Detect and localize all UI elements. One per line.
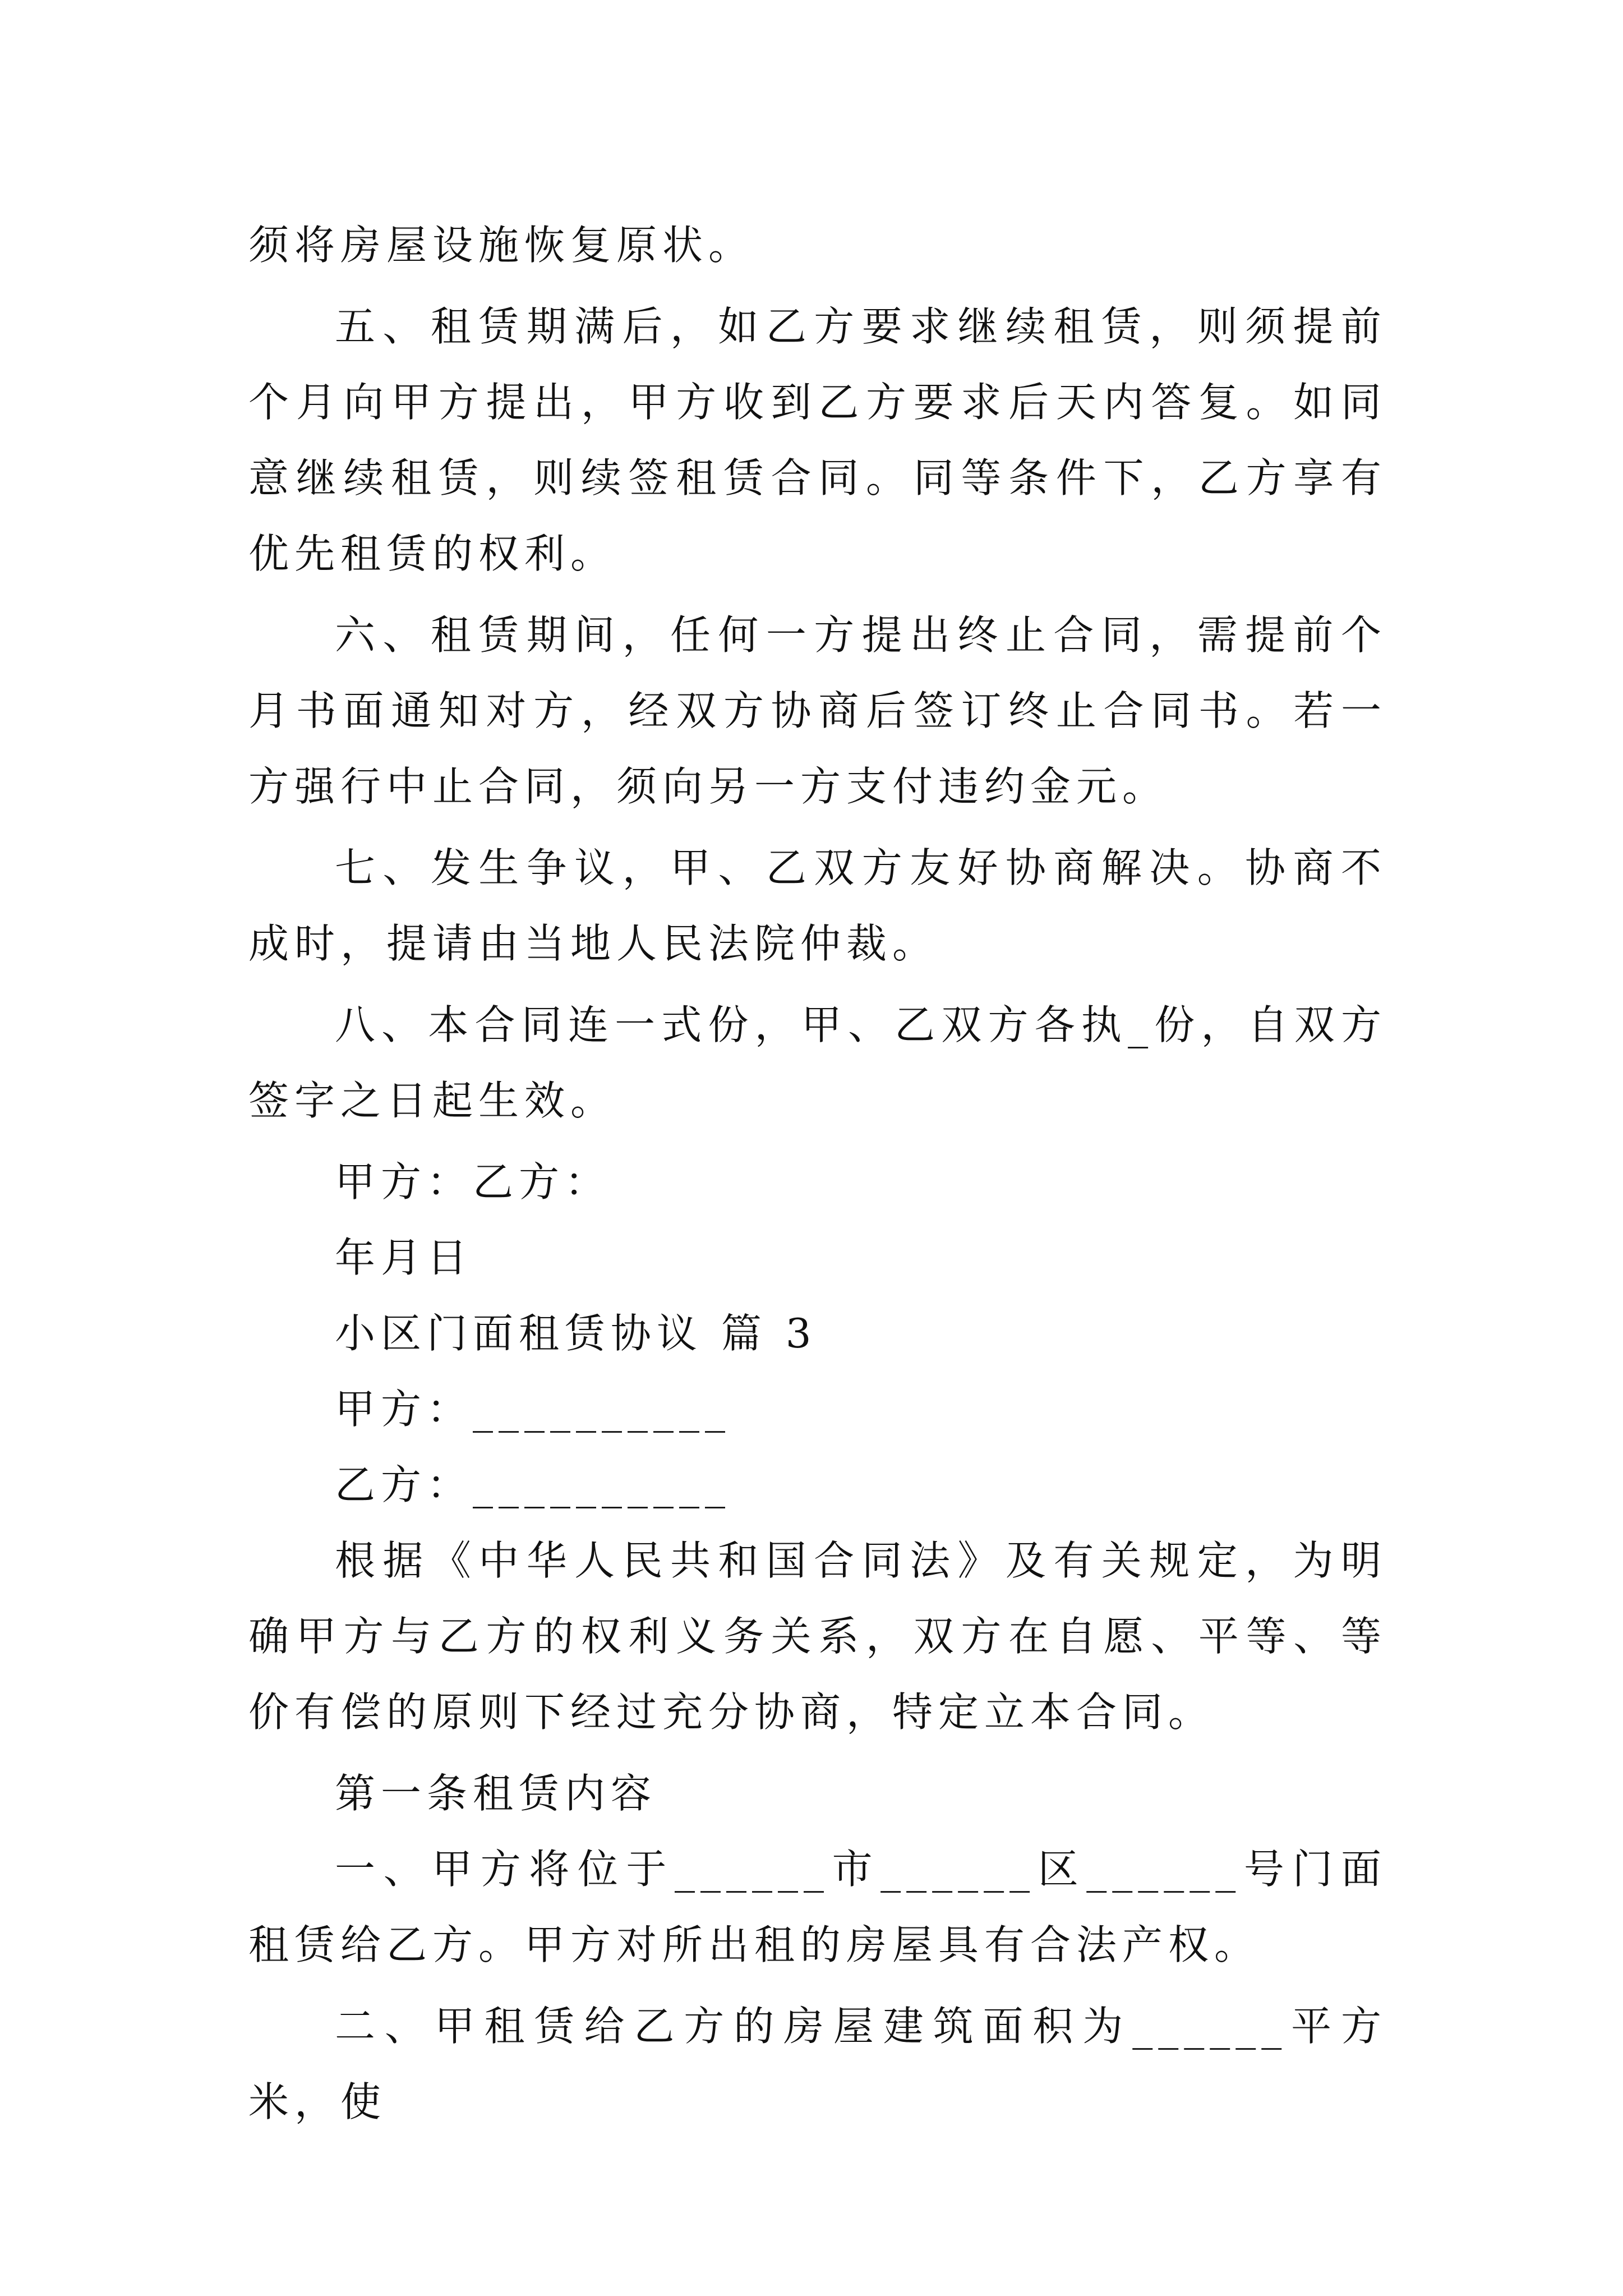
signature-date: 年月日 <box>335 1234 473 1281</box>
preamble-paragraph: 根据《中华人民共和国合同法》及有关规定，为明确甲方与乙方的权利义务关系，双方在自愿、平等、等价有偿的原则下经过充分协商，特定立本合同。 <box>248 1537 1387 1736</box>
clause-5-renewal: 五、租赁期满后，如乙方要求继续租赁，则须提前个月向甲方提出，甲方收到乙方要求后天内答复。如同意继续租赁，则续签租赁合同。同等条件下，乙方享有优先租赁的权利。 <box>248 303 1387 577</box>
clause-8-copies: 八、本合同连一式份，甲、乙双方各执_份，自双方签字之日起生效。 <box>248 1001 1387 1124</box>
article-1-item-1: 一、甲方将位于______市______区______号门面租赁给乙方。甲方对所出租的房屋具有合法产权。 <box>248 1846 1387 1968</box>
signature-parties: 甲方：乙方： <box>335 1158 611 1205</box>
section-title: 小区门面租赁协议 篇 3 <box>335 1310 817 1357</box>
paragraph-restore-condition: 须将房屋设施恢复原状。 <box>248 222 755 269</box>
article-1-heading: 第一条租赁内容 <box>335 1770 657 1817</box>
article-1-item-2: 二、甲租赁给乙方的房屋建筑面积为______平方米，使 <box>248 2003 1387 2125</box>
party-a-field: 甲方：__________ <box>335 1386 731 1433</box>
document-page <box>248 208 1387 2146</box>
clause-6-termination: 六、租赁期间，任何一方提出终止合同，需提前个月书面通知对方，经双方协商后签订终止合同书。若一方强行中止合同，须向另一方支付违约金元。 <box>248 611 1387 810</box>
clause-7-disputes: 七、发生争议，甲、乙双方友好协商解决。协商不成时，提请由当地人民法院仲裁。 <box>248 844 1387 967</box>
party-b-field: 乙方：__________ <box>335 1461 731 1508</box>
